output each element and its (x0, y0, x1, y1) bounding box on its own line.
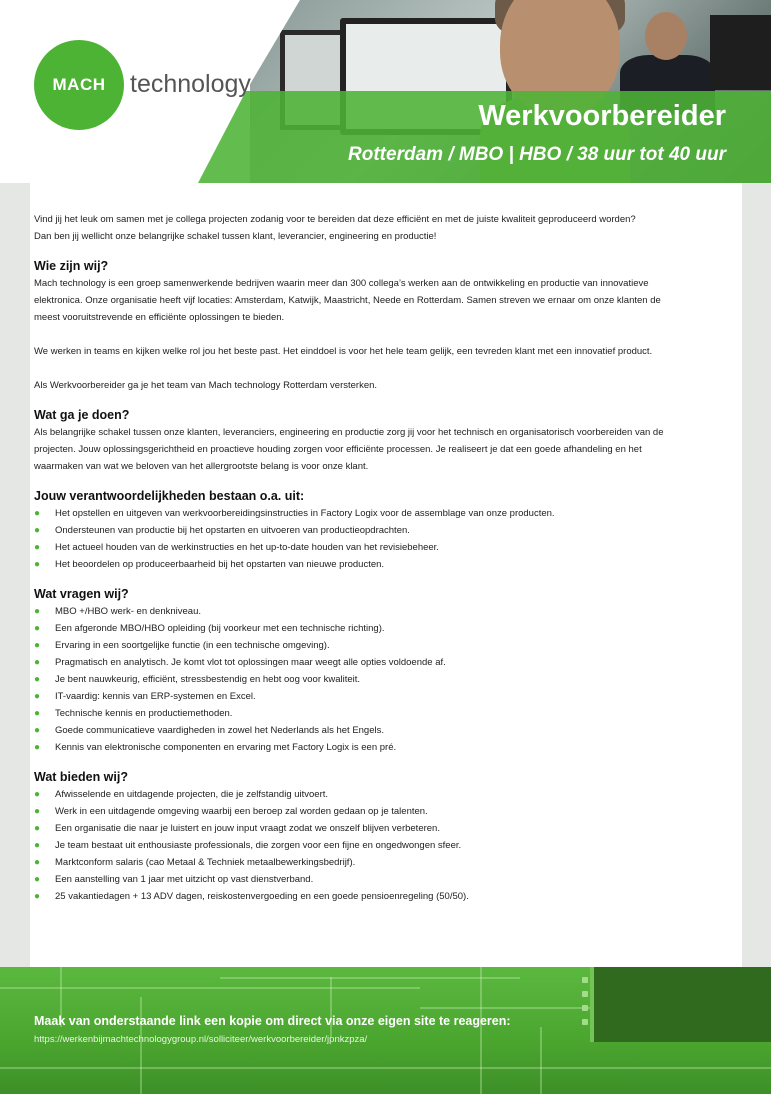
do-line: Als belangrijke schakel tussen onze klanten, leveranciers, engineering en productie zorg jij voor het technisch en organisatorisch voorbereiden van de (34, 427, 664, 438)
list-item: ● Het beoordelen op produceerbaarheid bij het opstarten van nieuwe producten. (34, 556, 734, 573)
bullet-icon: ● (34, 789, 41, 800)
do-line: waarmaken van wat we beloven van het allergrootste belang is voor onze klant. (34, 461, 369, 472)
list-item: ● Je team bestaat uit enthousiaste professionals, die zorgen voor een fijne en ongedwongen sfeer. (34, 837, 734, 854)
bullet-icon: ● (34, 891, 41, 902)
section-heading-who: Wie zijn wij? (34, 259, 109, 273)
job-title: Werkvoorbereider (478, 100, 726, 132)
vacancy-text (34, 211, 734, 905)
intro-line: Vind jij het leuk om samen met je collega projecten zodanig voor te bereiden dat deze efficiënt en met de juiste kwaliteit geproduceerd worden? (34, 214, 636, 225)
list-item: ● 25 vakantiedagen + 13 ADV dagen, reiskostenvergoeding en een goede pensioenregeling (50/50). (34, 888, 734, 905)
do-line: projecten. Jouw oplossingsgerichtheid en proactieve houding zorgen voor efficiënte processen. Je realiseert je dat een goede afhandeling en het (34, 444, 642, 455)
bullet-icon: ● (34, 874, 41, 885)
bullet-icon: ● (34, 542, 41, 553)
list-item: ● Een organisatie die naar je luistert en jouw input vraagt zodat we onszelf blijven verbeteren. (34, 820, 734, 837)
apply-instruction: Maak van onderstaande link een kopie om direct via onze eigen site te reageren: (34, 1014, 511, 1028)
bullet-icon: ● (34, 823, 41, 834)
bullet-icon: ● (34, 857, 41, 868)
who-line: meest vooruitstrevende en efficiënte oplossingen te bieden. (34, 312, 285, 323)
who-role-line: Als Werkvoorbereider ga je het team van Mach technology Rotterdam versterken. (34, 380, 378, 391)
circuit-chip (590, 967, 771, 1042)
bullet-icon: ● (34, 674, 41, 685)
bullet-icon: ● (34, 840, 41, 851)
section-heading-do: Wat ga je doen? (34, 408, 130, 422)
list-item: ● Pragmatisch en analytisch. Je komt vlot tot oplossingen maar weegt alle opties voldoende af. (34, 654, 734, 671)
bullet-icon: ● (34, 623, 41, 634)
bullet-icon: ● (34, 742, 41, 753)
job-subtitle: Rotterdam / MBO | HBO / 38 uur tot 40 uur (348, 144, 726, 165)
list-item: ● MBO +/HBO werk- en denkniveau. (34, 603, 734, 620)
responsibilities-list (34, 505, 734, 573)
company-logo (34, 40, 124, 130)
list-item: ● IT-vaardig: kennis van ERP-systemen en Excel. (34, 688, 734, 705)
requirements-list (34, 603, 734, 756)
list-item: ● Een aanstelling van 1 jaar met uitzicht op vast dienstverband. (34, 871, 734, 888)
intro-line: Dan ben jij wellicht onze belangrijke schakel tussen klant, leverancier, engineering en productie! (34, 231, 437, 242)
list-item: ● Ondersteunen van productie bij het opstarten en uitvoeren van productieopdrachten. (34, 522, 734, 539)
list-item: ● Kennis van elektronische componenten en ervaring met Factory Logix is een pré. (34, 739, 734, 756)
list-item: ● Een afgeronde MBO/HBO opleiding (bij voorkeur met een technische richting). (34, 620, 734, 637)
who-line: elektronica. Onze organisatie heeft vijf locaties: Amsterdam, Katwijk, Maastricht, Neede en Rotterdam. Samen streven we ernaar om onze klanten de (34, 295, 661, 306)
bullet-icon: ● (34, 657, 41, 668)
list-item: ● Het actueel houden van de werkinstructies en het up-to-date houden van het revisiebeheer. (34, 539, 734, 556)
bullet-icon: ● (34, 525, 41, 536)
section-heading-ask: Wat vragen wij? (34, 587, 129, 601)
list-item: ● Je bent nauwkeurig, efficiënt, stressbestendig en hebt oog voor kwaliteit. (34, 671, 734, 688)
section-heading-offer: Wat bieden wij? (34, 770, 128, 784)
section-heading-responsibilities: Jouw verantwoordelijkheden bestaan o.a. uit: (34, 489, 305, 503)
bullet-icon: ● (34, 606, 41, 617)
bullet-icon: ● (34, 691, 41, 702)
offer-list (34, 786, 734, 905)
bullet-icon: ● (34, 708, 41, 719)
logo-wordmark: technology (130, 70, 251, 98)
list-item: ● Goede communicatieve vaardigheden in zowel het Nederlands als het Engels. (34, 722, 734, 739)
bullet-icon: ● (34, 640, 41, 651)
bullet-icon: ● (34, 508, 41, 519)
list-item: ● Afwisselende en uitdagende projecten, die je zelfstandig uitvoert. (34, 786, 734, 803)
list-item: ● Ervaring in een soortgelijke functie (in een technische omgeving). (34, 637, 734, 654)
bullet-icon: ● (34, 806, 41, 817)
logo-mark: MACH (52, 75, 106, 94)
list-item: ● Het opstellen en uitgeven van werkvoorbereidingsinstructies in Factory Logix voor de assemblage van onze producten. (34, 505, 734, 522)
who-teams-line: We werken in teams en kijken welke rol jou het beste past. Het einddoel is voor het hele team gelijk, een tevreden klant met een innovatief product. (34, 346, 653, 357)
page-header (0, 0, 771, 183)
list-item: ● Marktconform salaris (cao Metaal & Techniek metaalbewerkingsbedrijf). (34, 854, 734, 871)
list-item: ● Technische kennis en productiemethoden. (34, 705, 734, 722)
list-item: ● Werk in een uitdagende omgeving waarbij een beroep zal worden gedaan op je talenten. (34, 803, 734, 820)
apply-link[interactable]: https://werkenbijmachtechnologygroup.nl/solliciteer/werkvoorbereider/jpnkzpza/ (34, 1034, 368, 1045)
bullet-icon: ● (34, 725, 41, 736)
page-footer (0, 967, 771, 1094)
bullet-icon: ● (34, 559, 41, 570)
who-line: Mach technology is een groep samenwerkende bedrijven waarin meer dan 300 collega’s werken aan de ontwikkeling en productie van innovatieve (34, 278, 649, 289)
